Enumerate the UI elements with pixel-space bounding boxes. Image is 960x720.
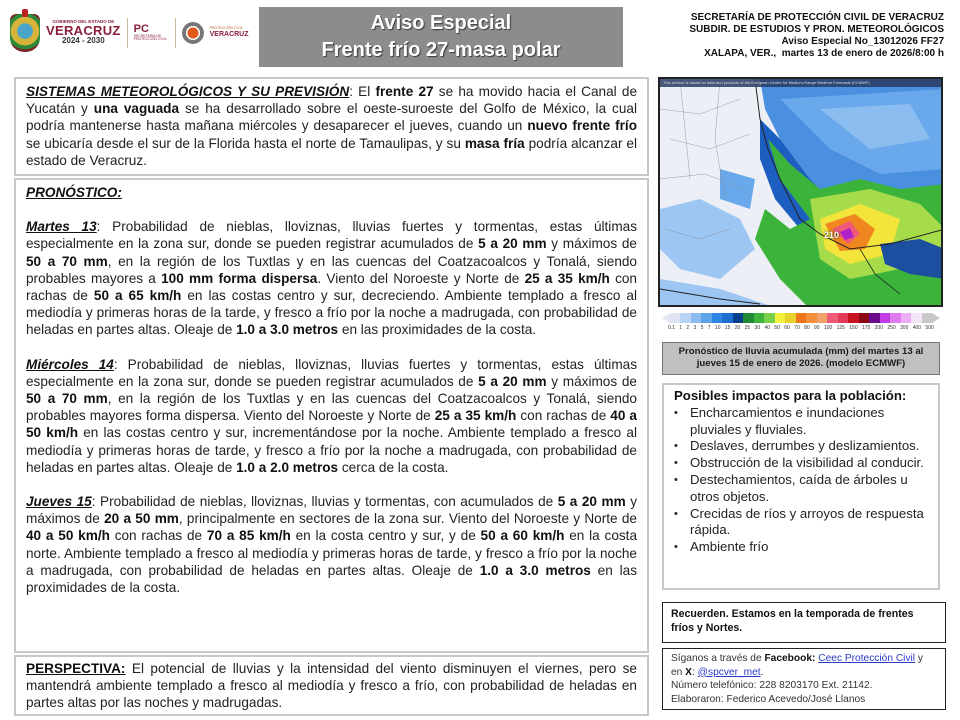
highlight: 5 a 20 mm: [557, 494, 626, 510]
bulletin-place-date: [689, 48, 944, 60]
legend-tick-label: 20: [734, 325, 741, 331]
legend-tick-label: 90: [813, 325, 820, 331]
pcv-logo-name: VERACRUZ: [209, 30, 249, 38]
text: : Probabilidad de nieblas, lloviznas, lluvias fuertes y tormentas, estas últimas especialmente en la zona sur, donde se pueden registrar acumulados de: [26, 219, 638, 252]
impacts-title: Posibles impactos para la población:: [674, 388, 907, 403]
legend-color-cell: [848, 313, 858, 323]
legend-color-cell: [827, 313, 837, 323]
pcv-logo-sub: PROTECCIÓN CIVIL: [209, 26, 243, 31]
forecast-wednesday: [26, 356, 637, 476]
impacts-list: [674, 405, 932, 556]
text: :: [691, 666, 698, 678]
text: : Probabilidad de nieblas, lloviznas, lluvias fuertes y tormentas, estas últimas especialmente en la zona sur, donde se pueden registrar acumulados de: [26, 356, 638, 389]
highlight: 1.0 a 3.0 metros: [236, 322, 339, 338]
text: en las proximidades de la costa.: [338, 322, 537, 338]
text: en las costas centro y sur, decreciendo. Ambiente templado a fresco al mediodía y primeras horas de la tarde, y fresco a frío por la noche a madrugada, con probabilidad de heladas en partes altas. Oleaje de: [26, 288, 637, 338]
logo-divider: [175, 18, 176, 48]
highlight: 50 a 70 mm: [26, 391, 108, 407]
legend-tick-label: 3: [693, 325, 697, 331]
impact-item: • Destechamientos, caída de árboles u otros objetos.: [674, 472, 932, 506]
legend-color-cell: [754, 313, 764, 323]
bulletin-date: martes 13 de enero de 2026/8:00 h: [781, 48, 944, 59]
highlight: frente 27: [375, 84, 434, 99]
legend-color-cell: [922, 313, 932, 323]
gov-logo-years: 2024 - 2030: [61, 36, 105, 46]
legend-color-cell: [670, 313, 680, 323]
highlight: nuevo frente frío: [527, 118, 638, 134]
text: y máximos de: [546, 373, 637, 389]
legend-tick-label: 0.1: [668, 325, 675, 331]
agency-name: SECRETARÍA DE PROTECCIÓN CIVIL DE VERACRUZ: [690, 12, 944, 23]
impact-item: • Crecidas de ríos y arroyos de respuesta rápida.: [674, 506, 932, 540]
highlight: 40 a 50 km/h: [26, 528, 110, 544]
map-caption: Pronóstico de lluvia acumulada (mm) del martes 13 al jueves 15 de enero de 2026. (modelo ECMWF): [662, 342, 940, 375]
title-line-2: Frente frío 27-masa polar: [321, 39, 561, 61]
text: y máximos de: [26, 494, 637, 527]
legend-color-cell: [869, 313, 879, 323]
map-attribution: This service is based on data and products of the European Centre for Medium-Range Weather Forecasts (ECMWF): [660, 79, 941, 87]
legend-color-cell: [680, 313, 690, 323]
highlight: 50 a 65 km/h: [93, 288, 182, 304]
legend-tick-label: 50: [774, 325, 780, 331]
legend-tick-label: 60: [784, 325, 790, 331]
pc-logo-sub: SECRETARÍA DE PROTECCIÓN CIVIL: [133, 33, 167, 41]
text: con rachas de: [109, 528, 207, 544]
gov-logo-name: VERACRUZ: [46, 23, 121, 39]
legend-tick-label: 30: [754, 325, 761, 331]
highlight: 20 a 50 mm: [104, 511, 179, 527]
legend-color-cell: [733, 313, 743, 323]
impact-item: • Ambiente frío: [674, 539, 932, 556]
legend-tick-label: 40: [764, 325, 771, 331]
legend-cells: [670, 313, 932, 323]
legend-color-cell: [859, 313, 869, 323]
section-heading: PRONÓSTICO:: [26, 185, 122, 200]
highlight: 70 a 85 km/h: [206, 528, 291, 544]
highlight: 25 a 35 km/h: [434, 408, 517, 424]
legend-tick-label: 300: [900, 325, 909, 331]
text: se ha desarrollado sobre el oeste-suroeste del Golfo de México, la cual podría mantenerse hasta mañana miércoles y desaparecer el jueves, cuando un: [26, 101, 637, 134]
legend-color-cell: [817, 313, 827, 323]
legend-arrow-left: [662, 313, 670, 323]
highlight: 1.0 a 3.0 metros: [479, 562, 591, 578]
legend-color-cell: [712, 313, 722, 323]
legend-arrow-right: [932, 313, 940, 323]
legend-tick-label: 175: [861, 325, 871, 331]
contact-box: [662, 648, 946, 710]
text: en las costas centro y sur, incrementándose por la noche. Ambiente templado a fresco al mediodía y primeras horas de tarde, y fresco a frío por la noche a madrugada, con probabilidad de heladas en partes altas. Oleaje de: [26, 425, 638, 475]
highlight: 50 a 60 km/h: [480, 528, 565, 544]
text: : El: [349, 84, 376, 99]
legend-tick-label: 7: [707, 325, 711, 331]
legend-color-cell: [911, 313, 921, 323]
forecast-tuesday: [26, 218, 637, 338]
social-line: [671, 652, 937, 679]
pc-logo: [134, 24, 169, 42]
legend-tick-label: 250: [887, 325, 896, 331]
legend-color-cell: [880, 313, 890, 323]
possible-impacts-box: [662, 383, 940, 590]
legend-color-cell: [838, 313, 848, 323]
legend-tick-label: 5: [700, 325, 704, 331]
highlight: 50 a 70 mm: [26, 253, 108, 269]
highlight: 1.0 a 2.0 metros: [236, 459, 339, 475]
text: en las proximidades de la costa.: [26, 562, 638, 596]
legend-tick-label: 1: [679, 325, 683, 331]
section-heading: SISTEMAS METEOROLÓGICOS Y SU PREVISIÓN: [26, 84, 350, 99]
legend-color-cell: [701, 313, 711, 323]
impact-item: • Encharcamientos e inundaciones pluviales y fluviales.: [674, 405, 932, 439]
legend-color-cell: [890, 313, 900, 323]
text: El potencial de lluvias y la intensidad del viento disminuyen el viernes, pero se mantendrá ambiente templado a fresco al mediodía y fresco a frío, con probabilidad de heladas en partes altas por las noches y madrugadas.: [26, 661, 637, 711]
text: se ubicaría desde el sur de la Florida hasta el norte de Tamaulipas, y su: [26, 135, 465, 151]
forecast-day-label: Martes 13: [26, 219, 97, 235]
x-label: X: [685, 666, 692, 678]
bulletin-place: XALAPA, VER.,: [704, 48, 777, 59]
logo-divider: [127, 18, 128, 48]
highlight: 40 a 50 km/h: [26, 408, 637, 441]
legend-color-cell: [775, 313, 785, 323]
weather-systems-section: [14, 77, 649, 176]
legend-tick-label: 500: [925, 325, 934, 331]
impact-item: • Deslaves, derrumbes y deslizamientos.: [674, 438, 932, 455]
civil-protection-emblem-icon: [182, 22, 204, 44]
highlight: 25 a 35 km/h: [524, 270, 610, 286]
max-rainfall-marker: 210: [824, 230, 840, 240]
text: . Viento del Noroeste y Norte de: [317, 270, 525, 286]
gov-logo-small: GOBIERNO DEL ESTADO DE: [52, 18, 115, 24]
veracruz-coat-of-arms-logo: [10, 14, 40, 52]
text: .: [760, 666, 764, 678]
x-link[interactable]: @spcver_met: [697, 666, 761, 678]
title-line-1: Aviso Especial: [370, 12, 512, 34]
section-heading: PERSPECTIVA:: [26, 661, 126, 676]
legend-tick-label: 150: [849, 325, 858, 331]
government-logo: [46, 20, 121, 46]
rainfall-forecast-map: [658, 77, 943, 307]
legend-tick-label: 100: [823, 325, 833, 331]
outlook-section: [14, 655, 649, 716]
rainfall-legend: [662, 313, 940, 337]
legend-tick-label: 10: [714, 325, 721, 331]
bulletin-number: Aviso Especial No_13012026 FF27: [781, 36, 944, 47]
legend-colorbar: [662, 313, 940, 323]
agency-block: [689, 12, 944, 60]
forecast-thursday: [26, 493, 637, 596]
legend-tick-label: 25: [744, 325, 751, 331]
text: con rachas de: [516, 408, 611, 424]
text: y en: [671, 653, 924, 678]
facebook-label: Facebook:: [764, 653, 816, 664]
phone-number: Número telefónico: 228 8203170 Ext. 21142.: [671, 680, 873, 691]
text: se ha movido hacia el Canal de Yucatán y: [26, 84, 638, 117]
text: , en la región de los Tuxtlas y en las cuencas del Coatzacoalcos y Tonalá, siendo probables mayores a: [26, 253, 637, 286]
text: , principalmente en sectores de la zona sur. Viento del Noroeste y Norte de: [178, 511, 637, 527]
highlight: 5 a 20 mm: [478, 236, 547, 252]
legend-tick-label: 200: [874, 325, 883, 331]
legend-color-cell: [691, 313, 701, 323]
header-logos: [10, 10, 250, 55]
legend-tick-label: 80: [804, 325, 810, 331]
season-reminder: Recuerden. Estamos en la temporada de frentes fríos y Nortes.: [662, 602, 946, 643]
highlight: 5 a 20 mm: [478, 373, 547, 389]
text: en la costa centro y sur, y de: [290, 528, 481, 544]
agency-subdivision: SUBDIR. DE ESTUDIOS Y PRON. METEOROLÓGICOS: [689, 24, 944, 35]
legend-color-cell: [722, 313, 732, 323]
legend-color-cell: [806, 313, 816, 323]
legend-color-cell: [785, 313, 795, 323]
legend-color-cell: [901, 313, 911, 323]
forecast-day-label: Jueves 15: [26, 494, 92, 510]
highlight: una vaguada: [93, 101, 180, 117]
legend-ticks: [662, 325, 940, 331]
legend-tick-label: 125: [836, 325, 845, 331]
authors: Elaboraron: Federico Acevedo/José Llanos: [671, 693, 866, 705]
legend-tick-label: 70: [794, 325, 800, 331]
pc-veracruz-logo: [210, 27, 249, 38]
impact-item: • Obstrucción de la visibilidad al conducir.: [674, 455, 932, 472]
text: podría alcanzar el estado de Veracruz.: [26, 135, 637, 168]
text: , en la región de los Tuxtlas y en las cuencas del Coatzacoalcos y Tonalá, siendo probables mayores forma dispersa. Viento del Noroeste y Norte de: [26, 391, 637, 424]
text: Síganos a través de: [671, 653, 765, 664]
text: en la costa norte. Ambiente templado a fresco al mediodía y primeras horas de tarde, y fresco a frío por la noche a madrugada, con probabilidad de heladas en partes altas. Oleaje de: [26, 528, 638, 578]
text: con rachas de: [26, 270, 637, 304]
facebook-link[interactable]: Ceec Protección Civil: [818, 653, 916, 664]
highlight: 100 mm forma dispersa: [161, 270, 318, 286]
pc-logo-text: PC: [133, 22, 149, 35]
legend-color-cell: [743, 313, 753, 323]
text: cerca de la costa.: [338, 459, 449, 475]
legend-color-cell: [764, 313, 774, 323]
legend-tick-label: 2: [686, 325, 690, 331]
forecast-day-label: Miércoles 14: [26, 356, 114, 372]
rainfall-map-image: [660, 79, 943, 307]
legend-tick-label: 400: [912, 325, 922, 331]
text: : Probabilidad de nieblas, lloviznas, lluvias y tormentas, con acumulados de: [91, 494, 558, 510]
legend-tick-label: 15: [724, 325, 731, 331]
text: y máximos de: [546, 236, 637, 252]
highlight: masa fría: [464, 135, 525, 151]
forecast-section: [14, 178, 649, 653]
page-title: [259, 7, 623, 67]
legend-color-cell: [796, 313, 806, 323]
